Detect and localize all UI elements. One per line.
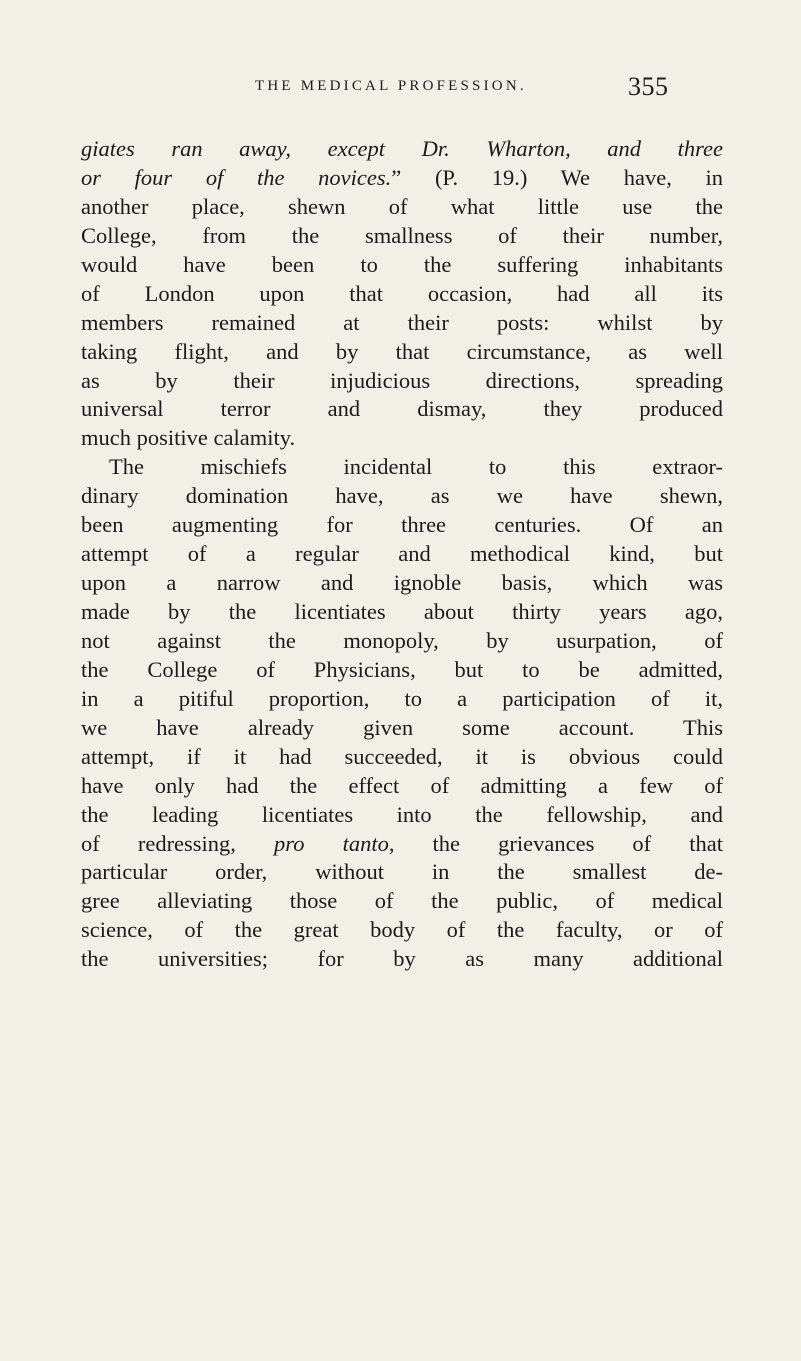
text-line-26: particular order, without in the smallest de- — [81, 859, 723, 885]
text-line-17: made by the licentiates about thirty years ago, — [81, 599, 723, 624]
text-line-24: the leading licentiates into the fellowship, and — [81, 801, 723, 827]
italic-text: giates ran away, except Dr. Wharton, and three — [81, 136, 723, 161]
text-line-21: we have already given some account. This — [81, 714, 723, 740]
text-line-11: much positive calamity. — [81, 425, 296, 451]
text-line-1 — [81, 135, 723, 164]
text-line-20: in a pitiful proportion, to a participation of it, — [81, 685, 723, 711]
italic-text: pro tanto, — [274, 830, 395, 856]
text-line-4: College, from the smallness of their number, — [81, 222, 723, 248]
text-line-27: gree alleviating those of the public, of medical — [81, 888, 723, 914]
body-text — [81, 135, 723, 974]
text-line-28: science, of the great body of the faculty, or of — [81, 917, 723, 943]
text-fragment: ” (P. 19.) We have, in — [391, 164, 723, 190]
text-line-9: as by their injudicious directions, spreading — [81, 367, 723, 393]
text-line-15: attempt of a regular and methodical kind, but — [81, 541, 723, 567]
running-head: THE MEDICAL PROFESSION. — [255, 78, 527, 94]
text-line-5: would have been to the suffering inhabitants — [81, 251, 723, 277]
text-line-12: The mischiefs incidental to this extraor- — [109, 454, 723, 480]
text-line-25 — [81, 830, 723, 859]
text-line-16: upon a narrow and ignoble basis, which was — [81, 570, 723, 596]
text-fragment: of redressing, — [81, 830, 275, 856]
text-line-29: the universities; for by as many additional — [81, 946, 723, 972]
text-line-13: dinary domination have, as we have shewn, — [81, 483, 723, 509]
text-fragment: the grievances of that — [394, 830, 724, 856]
text-line-2 — [81, 164, 723, 193]
text-line-23: have only had the effect of admitting a few of — [81, 772, 723, 798]
text-line-3: another place, shewn of what little use the — [81, 193, 723, 219]
page-number: 355 — [628, 72, 669, 101]
text-line-7: members remained at their posts: whilst by — [81, 309, 723, 335]
text-line-6: of London upon that occasion, had all its — [81, 280, 723, 306]
text-line-19: the College of Physicians, but to be admitted, — [81, 656, 723, 682]
text-line-18: not against the monopoly, by usurpation, of — [81, 627, 723, 653]
text-line-22: attempt, if it had succeeded, it is obvious could — [81, 743, 723, 769]
text-line-8: taking flight, and by that circumstance, as well — [81, 338, 723, 364]
italic-text: or four of the novices. — [81, 164, 392, 190]
text-line-14: been augmenting for three centuries. Of an — [81, 512, 723, 538]
text-line-10: universal terror and dismay, they produced — [81, 396, 723, 422]
